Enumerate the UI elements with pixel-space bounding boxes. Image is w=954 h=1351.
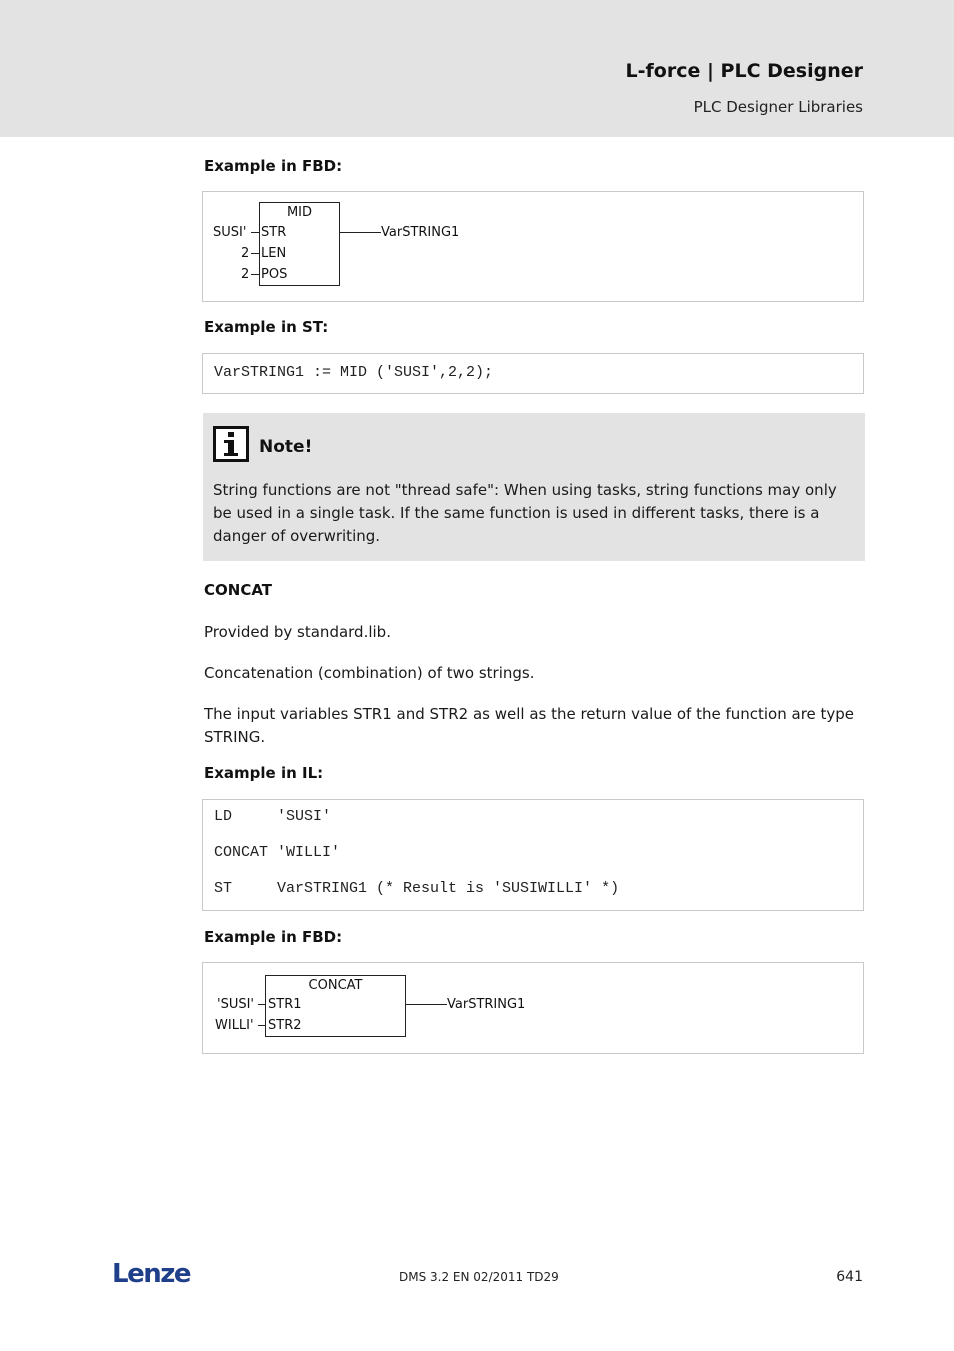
il-code-line: ST VarSTRING1 (* Result is 'SUSIWILLI' *) — [214, 880, 620, 897]
concat-pin-str2: STR2 — [268, 1018, 302, 1033]
il-code-line: CONCAT 'WILLI' — [214, 844, 341, 861]
mid-output-var: VarSTRING1 — [381, 225, 460, 240]
concat-fbd-box — [202, 962, 864, 1054]
mid-input-pos-value: 2 — [241, 267, 250, 282]
mid-fbd-box — [202, 191, 864, 302]
mid-input-len-wire — [251, 253, 259, 254]
concat-block-name: CONCAT — [308, 978, 363, 993]
concat-input-str1-wire — [258, 1004, 265, 1005]
note-text: String functions are not "thread safe": When using tasks, string functions may only be used in a single task. If the same function is used in different tasks, there is a danger of overwriting. — [213, 481, 837, 545]
mid-fbd-label: Example in FBD: — [204, 157, 343, 175]
lenze-logo — [112, 1256, 192, 1288]
page-header — [0, 0, 954, 137]
mid-input-str-wire — [251, 232, 259, 233]
concat-input-str1-value: 'SUSI' — [217, 997, 255, 1012]
concat-input-str2-wire — [258, 1025, 265, 1026]
mid-input-str-value: SUSI' — [213, 225, 247, 240]
mid-block-name: MID — [286, 205, 313, 220]
note-box — [203, 413, 865, 561]
st-code-box — [202, 353, 864, 394]
mid-pin-len: LEN — [261, 246, 287, 261]
lenze-logo-text: Lenze — [112, 1259, 190, 1288]
mid-pin-pos: POS — [261, 267, 288, 282]
concat-para-library: Provided by standard.lib. — [204, 623, 391, 641]
mid-input-len-value: 2 — [241, 246, 250, 261]
header-subtitle: PLC Designer Libraries — [693, 98, 863, 116]
note-title: Note! — [259, 437, 313, 457]
concat-heading: CONCAT — [204, 581, 272, 599]
concat-input-str2-value: WILLI' — [215, 1018, 254, 1033]
st-code-line: VarSTRING1 := MID ('SUSI',2,2); — [214, 364, 494, 381]
concat-para-types: The input variables STR1 and STR2 as well as the return value of the function are type STRING. — [204, 705, 855, 746]
concat-output-var: VarSTRING1 — [447, 997, 526, 1012]
mid-pin-str: STR — [261, 225, 287, 240]
mid-output-wire — [340, 232, 381, 233]
il-code-box — [202, 799, 864, 911]
info-icon — [213, 426, 249, 462]
page-number: 641 — [836, 1269, 863, 1285]
concat-pin-str1: STR1 — [268, 997, 302, 1012]
concat-para-description: Concatenation (combination) of two strings. — [204, 664, 535, 682]
header-title: L-force | PLC Designer — [625, 60, 863, 82]
concat-fbd-label: Example in FBD: — [204, 928, 343, 946]
footer-doc-code: DMS 3.2 EN 02/2011 TD29 — [399, 1270, 559, 1284]
mid-input-pos-wire — [251, 274, 259, 275]
il-label: Example in IL: — [204, 764, 324, 782]
concat-output-wire — [406, 1004, 447, 1005]
st-label: Example in ST: — [204, 318, 329, 336]
il-code-line: LD 'SUSI' — [214, 808, 332, 825]
